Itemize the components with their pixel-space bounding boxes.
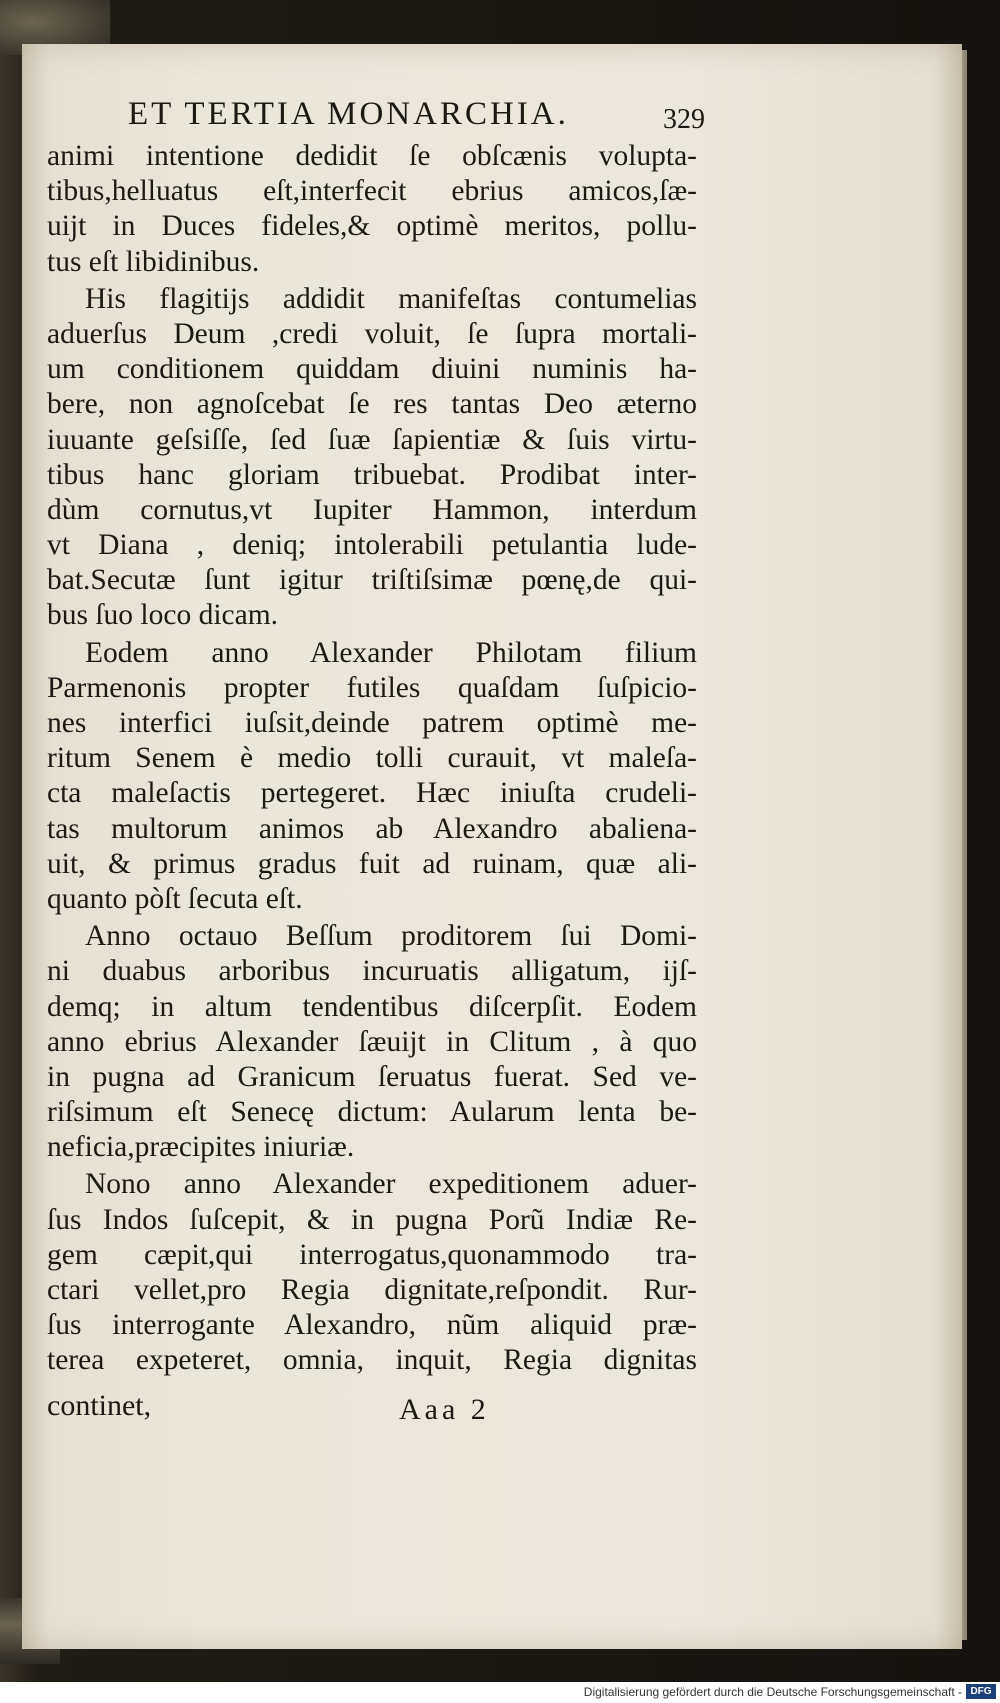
digitization-credit-bar (0, 1682, 1000, 1703)
text-line: uijt in Duces fideles,& optimè meritos, pollu- (47, 210, 697, 243)
signature-mark: Aaa 2 (399, 1393, 490, 1426)
text-line: dùm cornutus,vt Iupiter Hammon, interdum (47, 493, 697, 526)
text-line: His flagitijs addidit manifeſtas contumelias (85, 282, 697, 315)
text-line: terea expeteret, omnia, inquit, Regia dignitas (47, 1344, 697, 1377)
text-line: bere, non agnoſcebat ſe res tantas Deo æterno (47, 388, 697, 421)
catchword: continet, (47, 1389, 152, 1422)
text-line: demq; in altum tendentibus diſcerpſit. Eodem (47, 990, 697, 1023)
text-line: ctari vellet,pro Regia dignitate,reſpondit. Rur- (47, 1274, 697, 1306)
text-line: ritum Senem è medio tolli curauit, vt maleſa- (47, 742, 697, 775)
text-line: riſsimum eſt Senecę dictum: Aularum lenta be- (47, 1096, 697, 1129)
text-line: ſus Indos ſuſcepit, & in pugna Porũ Indiæ Re- (47, 1203, 697, 1236)
text-line: uit, & primus gradus fuit ad ruinam, quæ ali- (47, 847, 697, 880)
body-text (47, 139, 697, 1379)
text-line: tibus,helluatus eſt,interfecit ebrius amicos,ſæ- (47, 175, 697, 208)
text-line: bus ſuo loco dicam. (47, 599, 279, 632)
text-line: neficia,præcipites iniuriæ. (47, 1131, 355, 1164)
text-line: vt Diana , deniq; intolerabili petulantia lude- (47, 529, 697, 562)
text-line: anno ebrius Alexander ſæuijt in Clitum , à quo (47, 1025, 697, 1058)
text-line: gem cæpit,qui interrogatus,quonammodo tra- (47, 1238, 697, 1271)
text-line: Nono anno Alexander expeditionem aduer- (85, 1168, 697, 1201)
text-line: Eodem anno Alexander Philotam filium (85, 636, 697, 669)
text-line: quanto pòſt ſecuta eſt. (47, 882, 303, 915)
text-line: Anno octauo Beſſum proditorem ſui Domi- (85, 920, 697, 953)
text-line: ni duabus arboribus incuruatis alligatum, ijſ- (47, 955, 697, 988)
text-line: in pugna ad Granicum ſeruatus fuerat. Sed ve- (47, 1060, 697, 1093)
page-number: 329 (663, 104, 705, 135)
text-line: iuuante geſsiſſe, ſed ſuæ ſapientiæ & ſuis virtu- (47, 423, 697, 456)
text-line: Parmenonis propter futiles quaſdam ſuſpicio- (47, 671, 697, 704)
text-line: tibus hanc gloriam tribuebat. Prodibat inter- (47, 458, 697, 491)
text-line: um conditionem quiddam diuini numinis ha- (47, 353, 697, 386)
text-line: cta maleſactis pertegeret. Hæc iniuſta crudeli- (47, 777, 697, 810)
text-line: tas multorum animos ab Alexandro abaliena- (47, 812, 697, 845)
text-line: aduerſus Deum ,credi voluit, ſe ſupra mortali- (47, 317, 697, 350)
text-line: ſus interrogante Alexandro, nũm aliquid præ- (47, 1309, 697, 1342)
running-title: ET TERTIA MONARCHIA. (128, 96, 569, 132)
text-line: bat.Secutæ ſunt igitur triſtiſsimæ pœnę,de qui- (47, 564, 697, 597)
dfg-logo: DFG (966, 1684, 996, 1699)
text-line: tus eſt libidinibus. (47, 245, 260, 278)
digitization-credit: Digitalisierung gefördert durch die Deutsche Forschungsgemeinschaft - (583, 1685, 962, 1699)
text-line: nes interfici iuſsit,deinde patrem optimè me- (47, 707, 697, 739)
text-line: animi intentione dedidit ſe obſcænis volupta- (47, 140, 697, 172)
